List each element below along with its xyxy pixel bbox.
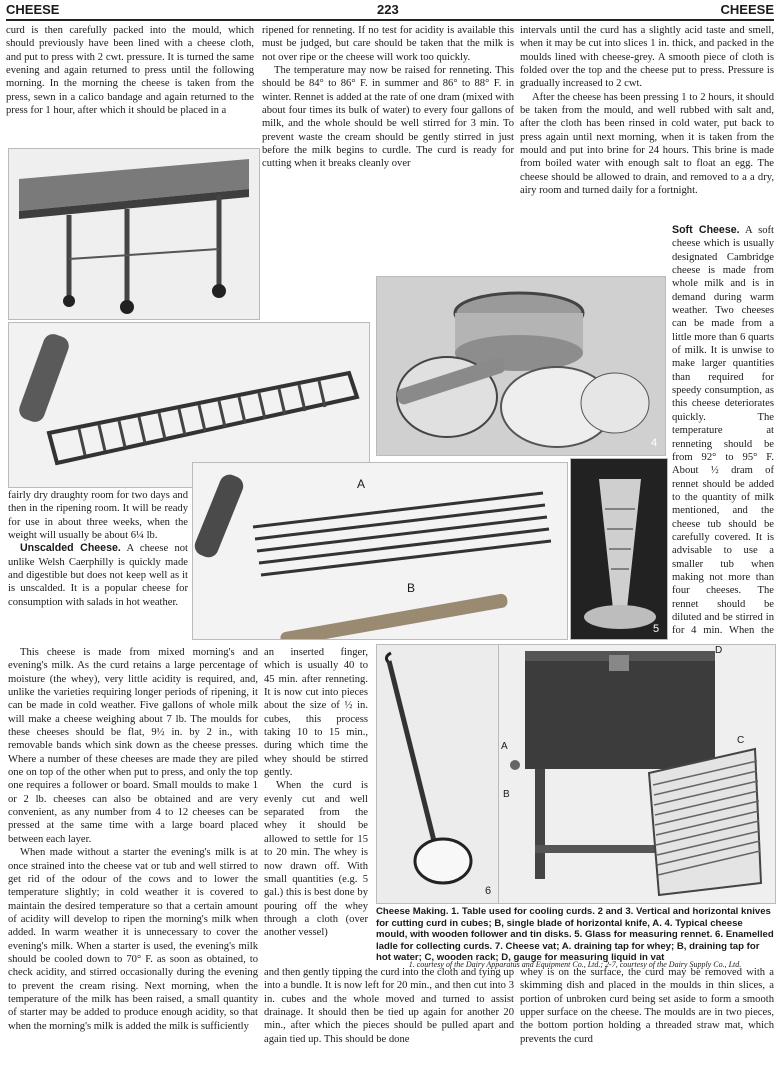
- paragraph: and then gently tipping the curd into the cloth and tying up into a bundle. It is now left for 20 min., and then cut into 3 in. cubes and the whole moved and turned to assist drainage. It should then be tied up again for another 20 min., after which the pieces should be pulled apart and again tied up. This should be done: [264, 967, 514, 1045]
- text-bottom-mid: [264, 966, 514, 1080]
- text-soft-cheese: [672, 224, 774, 638]
- figure-number-5: 5: [653, 623, 660, 635]
- vat-label-b: B: [503, 789, 510, 800]
- paragraph: A soft cheese which is usually designated Cambridge cheese is made from whole milk and is in demand during warm weather. Two cheeses can be made from a little more than 6 quarts of milk. It is unwise to make larger quantities than required for speedy consumption, as this cheese deteriorates quickly. The temperature at renneting should be from 92° to 95° F. About ½ dram of rennet should be added to the quantity of milk mentioned, and the cheese tub should be carefully covered. It is advisable to use a smaller tub when making not more than four cheeses. The rennet should be diluted and be stirred in for 4 min. When the: [672, 225, 774, 637]
- paragraph: After the cheese has been pressing 1 to 2 hours, it should be taken from the mould, and well rubbed with salt and, after the cloth has been rinsed in cold water, put back to press again until next morning, when it is taken from the mould and put into brine for 24 hours. This brine is made from boiled water with enough salt to float an egg. The cheese should be allowed to drain, and removed to a a dry, airy room and turned daily for a fortnight.: [520, 91, 774, 197]
- page-number: 223: [377, 2, 399, 17]
- header-rule: [6, 19, 774, 21]
- running-title-left: CHEESE: [6, 2, 60, 17]
- knife-label-b: B: [407, 581, 416, 595]
- text-col2-mid: [264, 646, 368, 964]
- paragraph: When the curd is evenly cut and well separated from the whey it should be allowed to settle for 15 to 20 min. The whey is now drawn off. With small quantities (e.g. 5 gal.) this is best done by pouring off the whey through a cloth (over another vessel): [264, 780, 368, 939]
- vat-label-d: D: [715, 645, 723, 656]
- knife-label-a: A: [357, 477, 366, 491]
- vertical-knife-illustration: [193, 463, 567, 639]
- vat-label-c: C: [737, 735, 745, 746]
- measuring-glass-illustration: [571, 459, 667, 639]
- text-col3-top: [520, 24, 774, 238]
- paragraph: fairly dry draughty room for two days and then in the ripening room. It will be ready for use in about three weeks, when the weight will usually be about 6¼ lb.: [8, 490, 188, 542]
- soft-cheese-heading: Soft Cheese.: [672, 224, 740, 236]
- figure-caption: Cheese Making. 1. Table used for cooling curds. 2 and 3. Vertical and horizontal knives for cutting curd in cubes; B, single blade of horizontal knife, A. 4. Typical cheese mould, with wooden follower and tin disks. 5. Glass for measuring rennet. 6. Enamelled ladle for collecting curds. 7. Cheese vat; A. draining tap for whey; B, draining tap for hot water; C, wooden rack; D, gauge for measuring liquid in vat: [376, 906, 774, 963]
- figure-vertical-knife: [192, 462, 568, 640]
- figure-cooling-table: [8, 148, 260, 320]
- page-header: [0, 0, 780, 20]
- paragraph: ripened for renneting. If no test for acidity is available this must be judged, but care should be taken that the milk is not over ripe or the cheese will work too quickly.: [262, 25, 514, 63]
- cheese-vat-illustration: [499, 645, 775, 903]
- paragraph: The temperature may now be raised for renneting. This should be 84° to 86° F. in summer and 86° to 88° F. in winter. Rennet is added at the rate of one dram (mixed with about four times its bulk of water) to every four gallons of milk, and the whole should be well stirred for 3 min. To prevent waste the cream should be gently stirred in just before the milk begins to curdle. The curd is ready for cutting when it breaks cleanly over: [262, 65, 514, 170]
- unscalded-cheese-heading: Unscalded Cheese.: [20, 542, 121, 555]
- text-col1-mid: [8, 489, 188, 643]
- figure-cheese-mould: [376, 276, 666, 456]
- paragraph: an inserted finger, which is usually 40 to 45 min. after renneting. It is now cut into pieces about the size of ½ in. cubes, this process taking 10 to 15 min., during which time the whey should be stirred gently.: [264, 647, 368, 779]
- figure-cheese-vat: [498, 644, 776, 904]
- cheese-mould-illustration: [377, 277, 665, 455]
- text-col2-top: [262, 24, 514, 280]
- text-bottom-right: [520, 966, 774, 1080]
- text-col1-top: [6, 24, 254, 146]
- paragraph: When made without a starter the evening's milk is at once strained into the cheese vat or tub and well stirred to get rid of the odour of the cows and to lower the temperature slightly; in cold weather it is covered to maintain the desired temperature so that a certain amount of acidity will develop to ripen the morning's milk when added. In warm weather it is unnecessary to cover the evening's milk. When a starter is used, the evening's milk should be cooled down to 70° F. as soon as obtained, to check acidity, and stirred occasionally during the evening to prevent the cream rising. Next morning, when the temperature of the milk has been raised, a small quantity of starter may be added to produce enough acidity, so that when the morning's milk is added the milk is sufficiently: [8, 847, 258, 1032]
- figure-ladle: [376, 644, 500, 904]
- figure-credit: 1. courtesy of the Dairy Apparatus and Equipment Co., Ltd.; 2-7, courtesy of the Dairy Supply Co., Ltd.: [408, 960, 742, 969]
- paragraph: curd is then carefully packed into the mould, which should previously have been lined with a cheese cloth, and put to press with 2 cwt. pressure. It is turned the same evening and again returned to press until the following morning. In the morning the cheese is taken from the press, sewn in a calico bandage and again returned to the press for 1 hour, after which it should be placed in a: [6, 25, 254, 117]
- ladle-illustration: [377, 645, 499, 903]
- figure-number-4: 4: [651, 437, 658, 449]
- figure-number-6: 6: [485, 885, 492, 897]
- paragraph: whey is on the surface, the curd may be removed with a skimming dish and placed in the moulds in thin slices, a portion of unbroken curd being set aside to form a smooth upper surface on the cheese. The moulds are in two pieces, the bottom portion holding a threaded straw mat, which prevents the curd: [520, 967, 774, 1045]
- cooling-table-illustration: [9, 149, 259, 319]
- paragraph: intervals until the curd has a slightly acid taste and smell, when it may be cut into slices 1 in. thick, and packed in the moulds lined with cheese-grey. A smooth piece of cloth is folded over the top and the cheese put to press. Pressure is gradually increased to 2 cwt.: [520, 25, 774, 90]
- vat-label-a: A: [501, 741, 508, 752]
- paragraph: A cheese not unlike Welsh Caerphilly is quickly made and digestible but does not keep well as it is unscalded. It is a popular cheese for consumption with salads in hot weather.: [8, 543, 188, 608]
- text-col1-lower: [8, 646, 258, 1080]
- figure-measuring-glass: [570, 458, 668, 640]
- paragraph: This cheese is made from mixed morning's and evening's milk. As the curd retains a large percentage of moisture (the whey), very little acidity is required, and, unlike the varieties requiring longer periods of ripening, it can be made in cold weather. Five gallons of whole milk will make a cheese weighing about 7 lb. The moulds for these cheeses should be flat, 9½ in. by 2 in., with removable bands which sink down as the cheese presses. Where a number of these cheeses are made they are piled one on top of the other when put to press, and only the top one requires a follower or board. Small moulds to make 1 or 2 lb. cheeses can also be obtained and are very convenient, as any number from 4 to 12 cheeses can be pressed at the same time with a large board placed between each layer.: [8, 647, 258, 845]
- running-title-right: CHEESE: [720, 2, 774, 17]
